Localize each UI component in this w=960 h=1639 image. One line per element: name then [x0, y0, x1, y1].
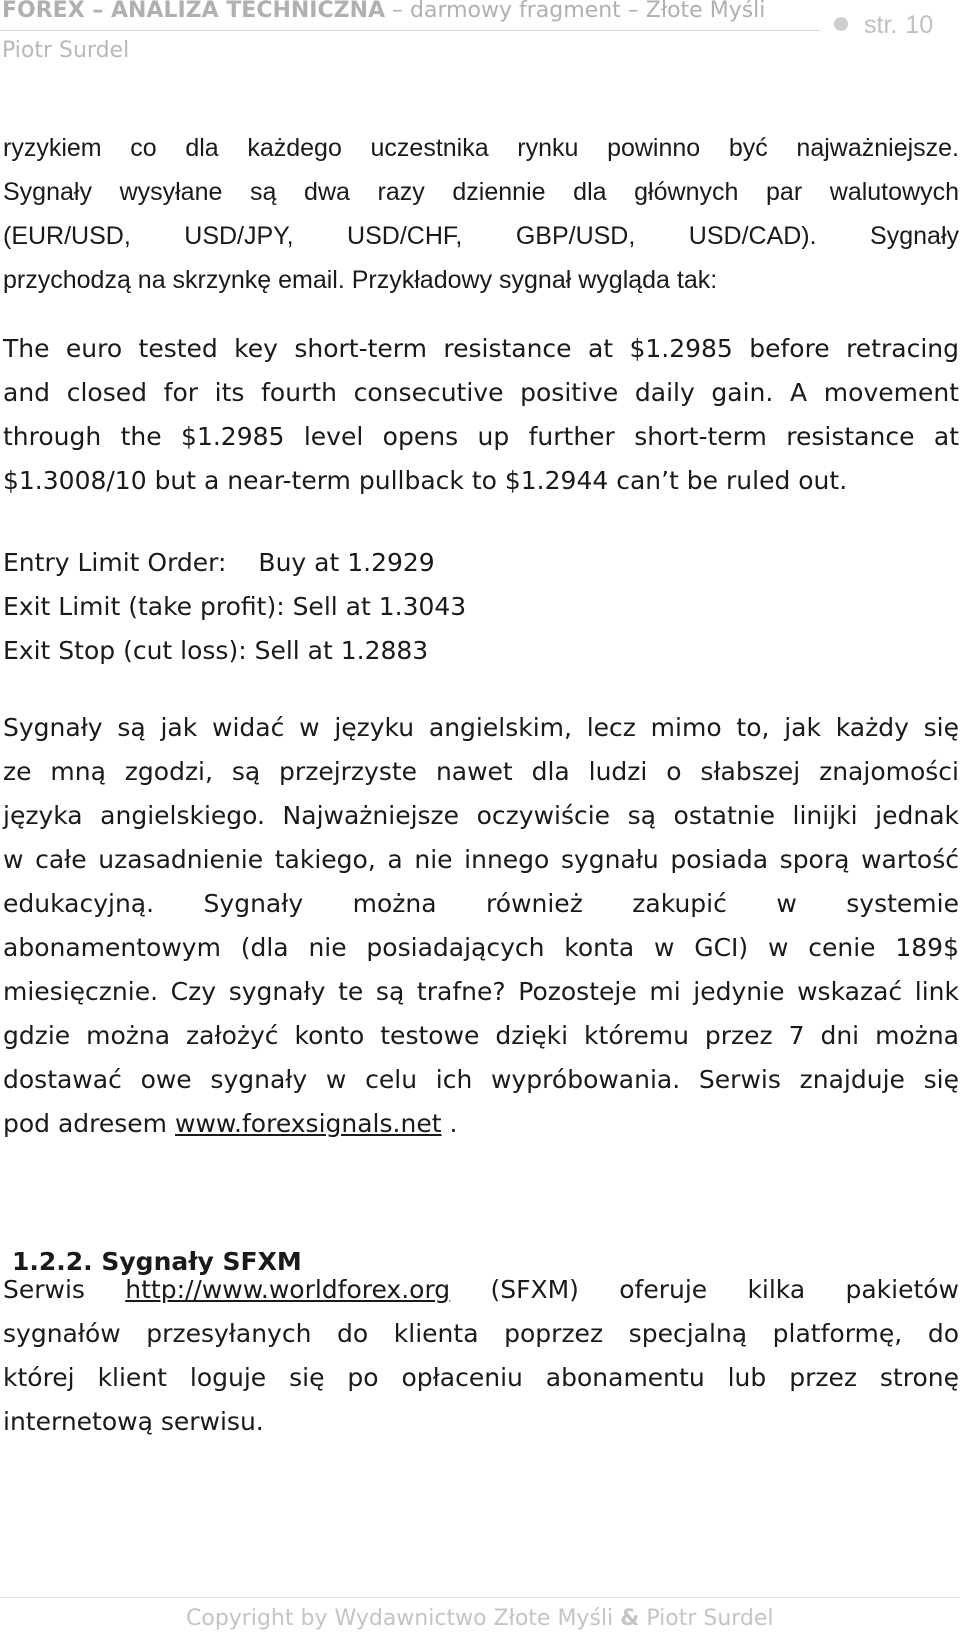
- header-divider: [0, 30, 820, 31]
- text-fragment: Serwis: [3, 1275, 126, 1304]
- text-line: edukacyjną. Sygnały można również zakupić w systemie: [3, 889, 959, 918]
- section-heading: 1.2.2. Sygnały SFXM: [12, 1247, 302, 1276]
- text-line: języka angielskiego. Najważniejsze oczywiście są ostatnie linijki jednak: [3, 801, 959, 830]
- forexsignals-link[interactable]: www.forexsignals.net: [175, 1109, 442, 1138]
- text-line: ryzykiem co dla każdego uczestnika rynku powinno być najważniejsze.: [3, 134, 959, 162]
- sfxm-paragraph: [3, 1268, 959, 1444]
- worldforex-link[interactable]: http://www.worldforex.org: [125, 1275, 451, 1304]
- text-line: sygnałów przesyłanych do klienta poprzez specjalną platformę, do: [3, 1319, 959, 1348]
- exit-stop-order: Exit Stop (cut loss): Sell at 1.2883: [3, 636, 429, 665]
- text-fragment: .: [441, 1109, 458, 1138]
- entry-label: Entry Limit Order:: [3, 548, 227, 577]
- commentary-paragraph: [3, 706, 959, 1146]
- text-line: The euro tested key short-term resistance at $1.2985 before retracing: [3, 334, 959, 363]
- page-number: [834, 11, 933, 40]
- footer-author: Piotr Surdel: [646, 1606, 774, 1631]
- bullet-icon: [834, 17, 848, 31]
- book-title: FOREX – ANALIZA TECHNICZNA: [2, 0, 386, 23]
- footer-copyright: [186, 1606, 774, 1631]
- text-line: w całe uzasadnienie takiego, a nie innego sygnału posiada sporą wartość: [3, 845, 959, 874]
- header-separator: –: [392, 0, 404, 23]
- text-line: (EUR/USD, USD/JPY, USD/CHF, GBP/USD, USD/CAD). Sygnały: [3, 222, 959, 250]
- text-line: $1.3008/10 but a near-term pullback to $1.2944 can’t be ruled out.: [3, 466, 848, 495]
- footer-divider: [0, 1597, 960, 1598]
- text-fragment: pod adresem: [3, 1109, 175, 1138]
- text-line: miesięcznie. Czy sygnały te są trafne? Pozosteje mi jedynie wskazać link: [3, 977, 959, 1006]
- text-fragment: (SFXM) oferuje kilka pakietów: [450, 1275, 959, 1304]
- page-label: str.: [864, 11, 898, 39]
- page-number-value: 10: [905, 11, 934, 39]
- header-author: Piotr Surdel: [2, 38, 130, 63]
- text-line: abonamentowym (dla nie posiadających konta w GCI) w cenie 189$: [3, 933, 959, 962]
- entry-order: [3, 541, 959, 585]
- intro-paragraph: [3, 126, 959, 302]
- text-line: dostawać owe sygnały w celu ich wypróbowania. Serwis znajduje się: [3, 1065, 959, 1094]
- text-line: ze mną zgodzi, są przejrzyste nawet dla ludzi o słabszej znajomości: [3, 757, 959, 786]
- signal-example: [3, 327, 959, 503]
- text-line: internetową serwisu.: [3, 1407, 264, 1436]
- text-line: której klient loguje się po opłaceniu abonamentu lub przez stronę: [3, 1363, 959, 1392]
- order-list: [3, 541, 959, 673]
- text-line: [3, 1268, 959, 1312]
- text-line: gdzie można założyć konto testowe dzięki któremu przez 7 dni można: [3, 1021, 959, 1050]
- text-line: through the $1.2985 level opens up further short-term resistance at: [3, 422, 959, 451]
- text-line: [3, 1102, 959, 1146]
- entry-value: Buy at 1.2929: [258, 548, 435, 577]
- footer-ampersand: &: [620, 1606, 640, 1631]
- text-line: and closed for its fourth consecutive positive daily gain. A movement: [3, 378, 959, 407]
- footer-publisher: Copyright by Wydawnictwo Złote Myśli: [186, 1606, 614, 1631]
- header-subtitle: darmowy fragment – Złote Myśli: [410, 0, 766, 23]
- text-line: przychodzą na skrzynkę email. Przykładowy sygnał wygląda tak:: [3, 266, 718, 294]
- text-line: Sygnały wysyłane są dwa razy dziennie dla głównych par walutowych: [3, 178, 959, 206]
- text-line: Sygnały są jak widać w języku angielskim, lecz mimo to, jak każdy się: [3, 713, 959, 742]
- running-header: [2, 0, 765, 23]
- exit-limit-order: Exit Limit (take profit): Sell at 1.3043: [3, 592, 467, 621]
